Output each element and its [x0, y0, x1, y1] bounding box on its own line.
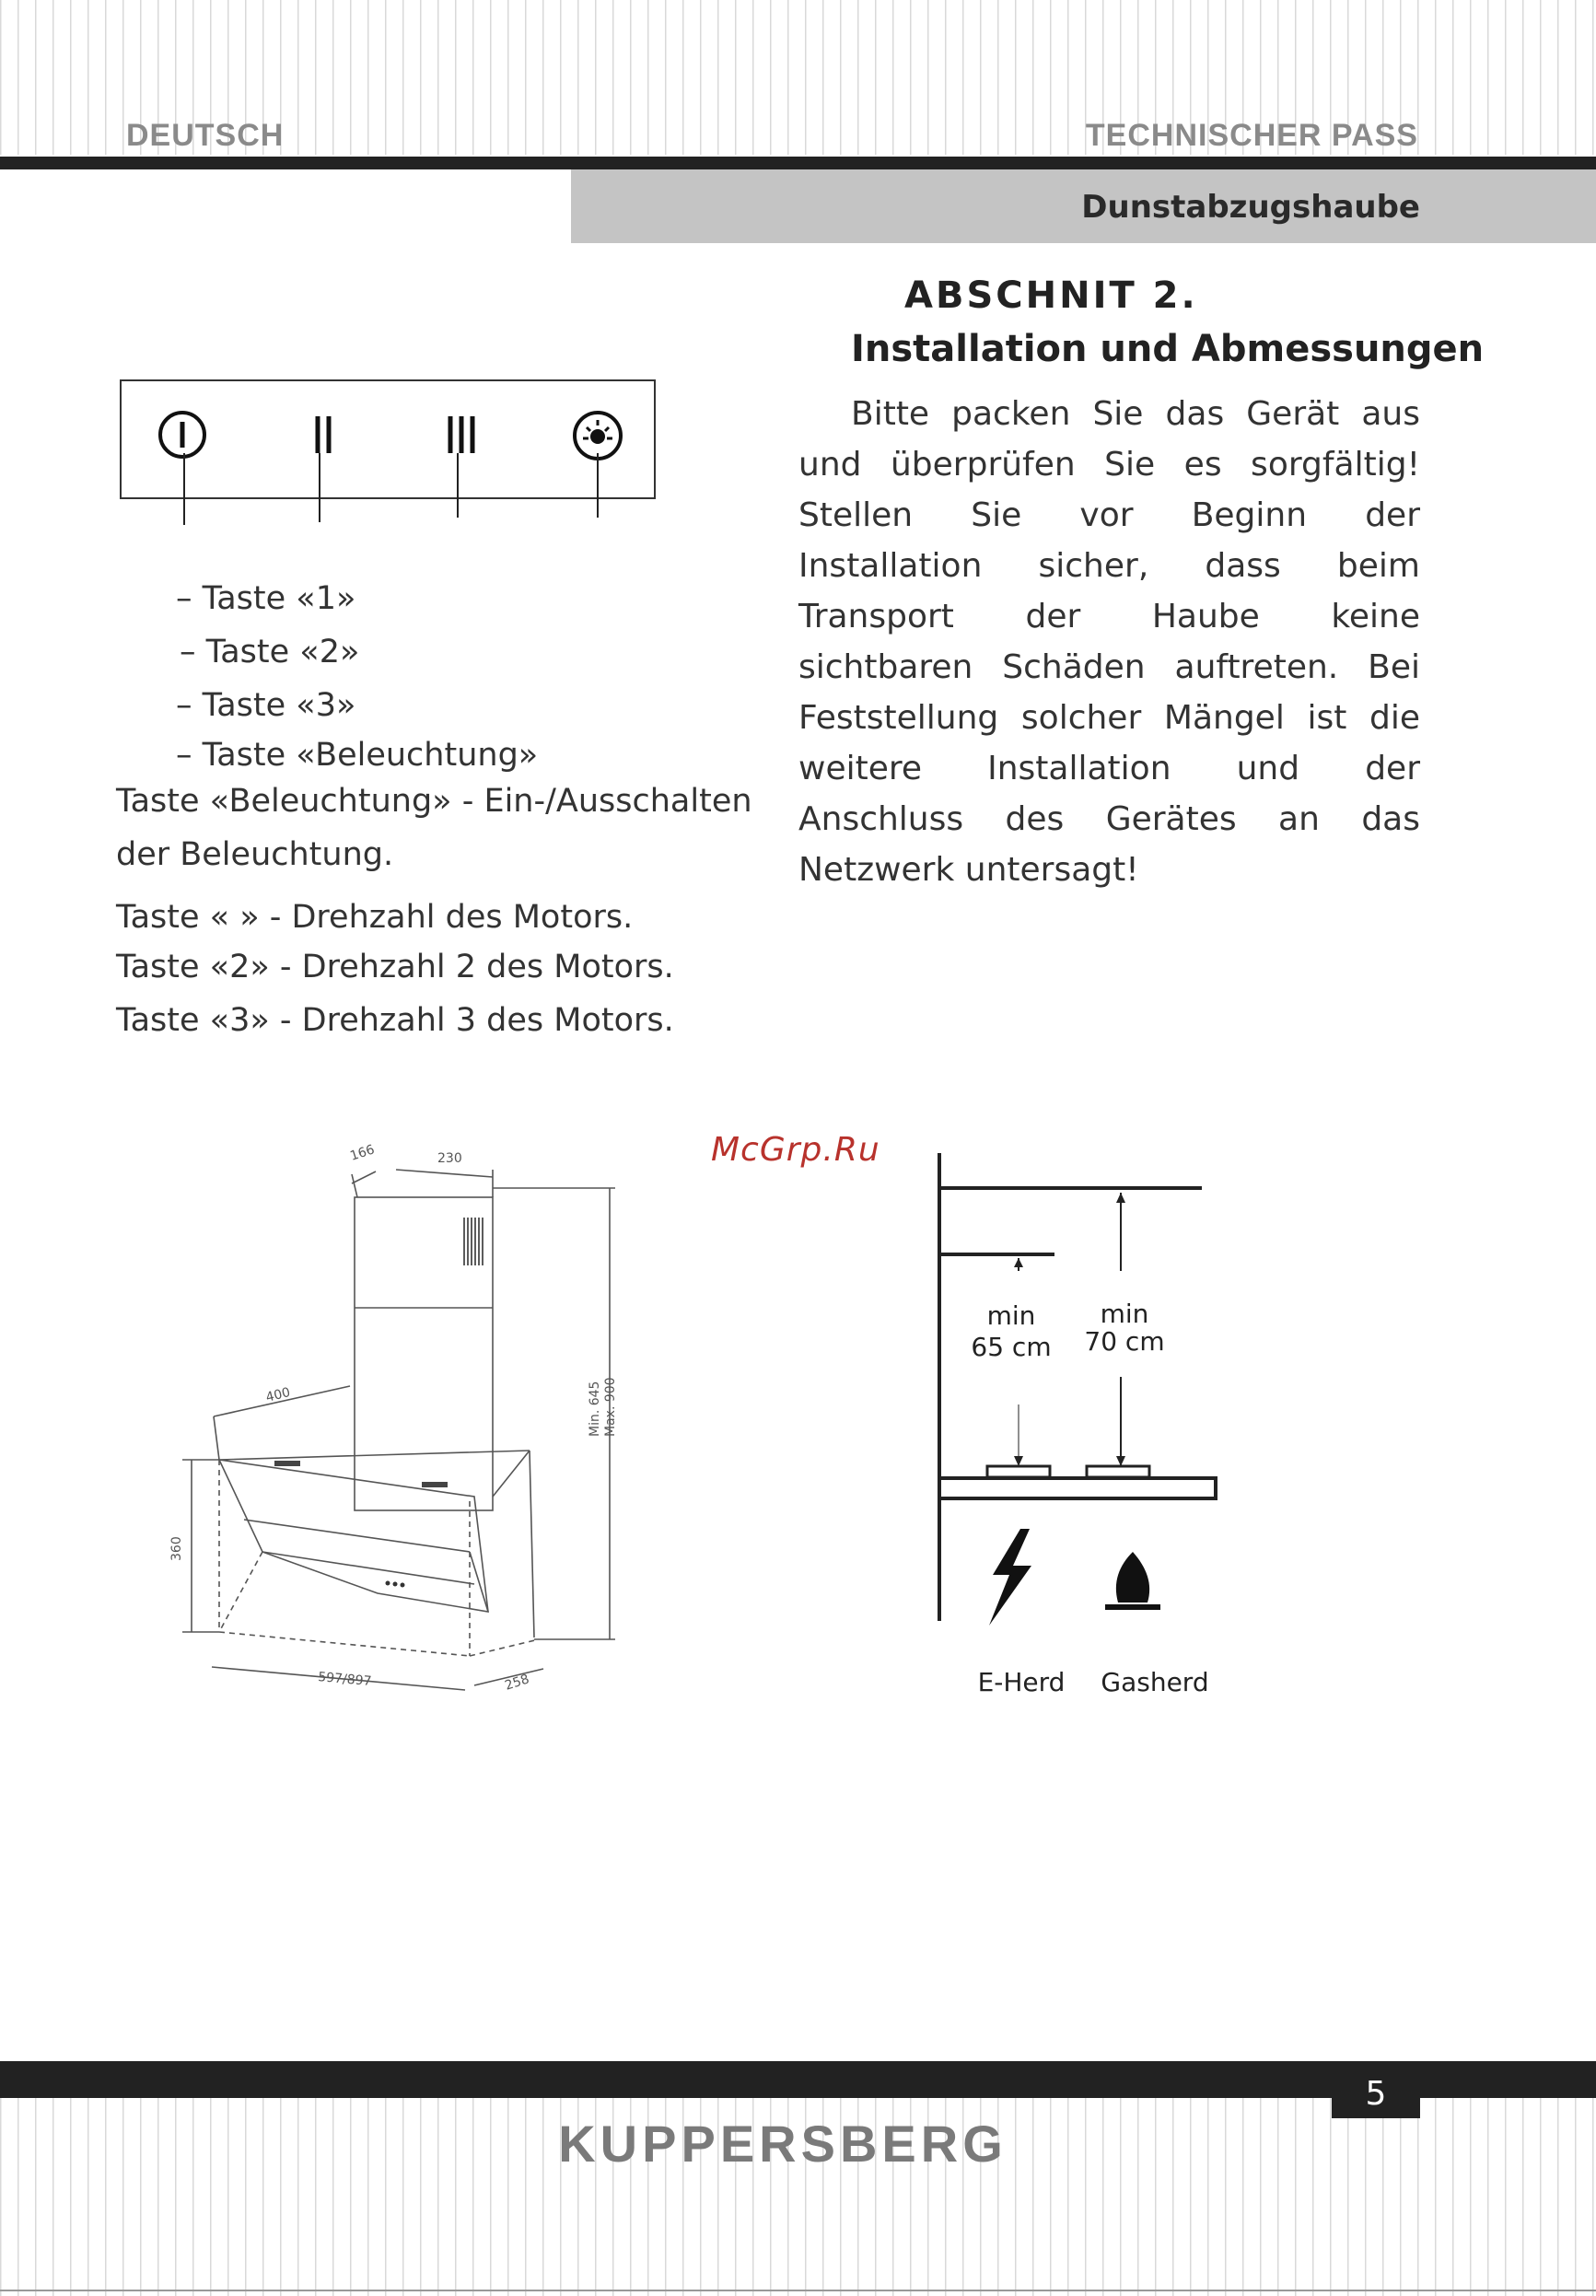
watermark: McGrp.Ru [711, 1131, 880, 1169]
dim-height-min: Min. 645 [588, 1381, 602, 1437]
control-panel [120, 379, 656, 499]
electric-min-label: min [986, 1300, 1036, 1331]
legend-item-3: – Taste «3» [176, 687, 356, 724]
description-line-1: Taste «Beleuchtung» - Ein-/Ausschalten [116, 783, 752, 820]
brand-logo: KUPPERSBERG [558, 2115, 1008, 2173]
description-line-2: der Beleuchtung. [116, 836, 394, 873]
leader-line-2 [319, 453, 320, 522]
section-number: ABSCHNIT 2. [904, 274, 1198, 317]
cooktop-clearance-drawing [921, 1142, 1243, 1713]
speed-2-icon [313, 414, 335, 455]
leader-line-1 [183, 453, 185, 525]
dim-hood-width: 597/897 [317, 1670, 372, 1690]
intro-paragraph: Bitte packen Sie das Gerät aus und überprüfen Sie es sorgfältig! Stellen Sie vor Beginn der Installation sicher, dass beim Transport der Haube keine sichtbaren Schäden auftreten. Bei Feststellung solcher Mängel ist die weitere Installation und der Anschluss des Gerätes an das Netzwerk untersagt! [798, 395, 1420, 889]
header-rule [0, 157, 1596, 169]
gas-flame-icon [1105, 1552, 1160, 1610]
description-line-5: Taste «3» - Drehzahl 3 des Motors. [116, 1002, 674, 1039]
product-banner [571, 169, 1596, 243]
dim-hood-bottom-depth: 258 [503, 1672, 531, 1694]
section-title: Installation und Abmessungen [851, 328, 1485, 370]
page-number: 5 [1332, 2070, 1420, 2118]
product-name: Dunstabzugshaube [1081, 189, 1420, 226]
header-language: DEUTSCH [126, 118, 285, 153]
dim-height-max: Max. 900 [603, 1377, 618, 1437]
header-section-title: TECHNISCHER PASS [1085, 118, 1418, 153]
leader-line-4 [597, 453, 599, 518]
speed-3-icon [446, 414, 477, 455]
dim-chimney-depth: 166 [348, 1142, 377, 1164]
dim-hood-depth: 400 [264, 1384, 292, 1405]
electric-stove-label: E-Herd [977, 1667, 1066, 1697]
dim-chimney-width: 230 [437, 1151, 462, 1166]
legend-item-2: – Taste «2» [180, 634, 360, 670]
gas-min-value: 70 cm [1084, 1326, 1165, 1357]
hood-dimension-drawing [157, 1133, 654, 1713]
dim-hood-height: 360 [169, 1536, 184, 1561]
gas-stove-label: Gasherd [1101, 1667, 1209, 1697]
electric-bolt-icon [989, 1529, 1031, 1626]
legend-item-1: – Taste «1» [176, 580, 356, 617]
description-line-4: Taste «2» - Drehzahl 2 des Motors. [116, 949, 674, 985]
description-line-3: Taste « » - Drehzahl des Motors. [116, 899, 634, 936]
leader-line-3 [457, 453, 459, 518]
power-i-icon [157, 409, 208, 460]
gas-min-label: min [1100, 1299, 1149, 1329]
bottom-rule [0, 2290, 1596, 2291]
legend-item-4: – Taste «Beleuchtung» [176, 737, 539, 774]
electric-min-value: 65 cm [971, 1332, 1052, 1362]
